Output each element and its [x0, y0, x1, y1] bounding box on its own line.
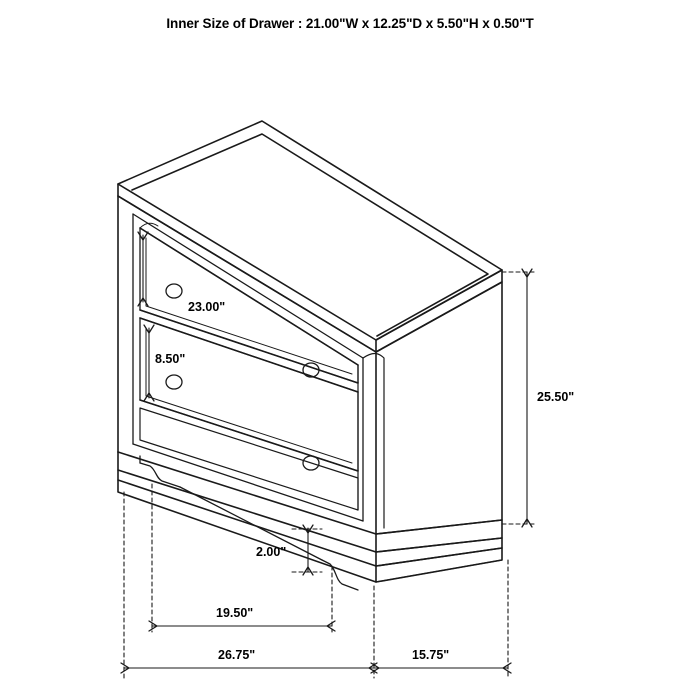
top-panel [118, 121, 502, 352]
dim-label-23-00: 23.00" [188, 300, 226, 314]
drawer-bottom [140, 318, 358, 471]
dim-label-25-50: 25.50" [537, 390, 575, 404]
apron-cutout [140, 456, 358, 590]
dim-label-26-75: 26.75" [218, 648, 256, 662]
page-title: Inner Size of Drawer : 21.00"W x 12.25"D x 5.50"H x 0.50"T [166, 16, 534, 31]
dim-25-50 [502, 269, 534, 527]
dim-label-19-50: 19.50" [216, 606, 254, 620]
dim-label-15-75: 15.75" [412, 648, 450, 662]
corner-pilaster [358, 354, 384, 529]
dim-label-8-50: 8.50" [155, 352, 186, 366]
drawer-lower-band [140, 408, 358, 510]
right-side-panel [376, 282, 502, 534]
base-plinth [118, 452, 502, 582]
dim-label-2-00: 2.00" [256, 545, 287, 559]
dim-2-00 [292, 525, 322, 575]
